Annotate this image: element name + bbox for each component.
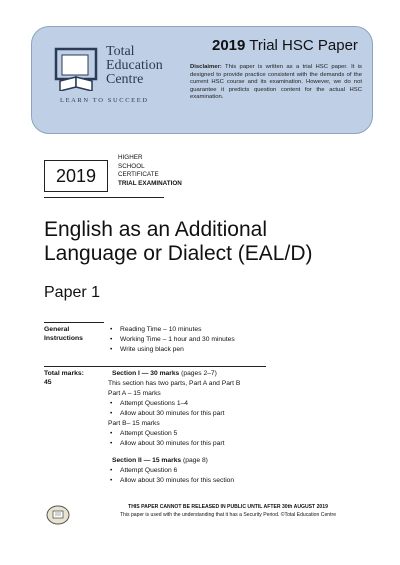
spacer <box>108 449 368 456</box>
header-divider <box>44 197 164 198</box>
total-marks-value: 45 <box>44 379 52 386</box>
logo-name-line: Centre <box>106 72 144 87</box>
section-one-pages: (pages 2–7) <box>179 370 217 377</box>
section-two-heading <box>108 456 368 466</box>
logo-name <box>106 45 196 87</box>
hsc-line: CERTIFICATE <box>118 171 159 179</box>
paper-title-text: Trial HSC Paper <box>249 37 358 54</box>
disclaimer-label: Disclaimer: <box>190 64 222 70</box>
section-two-pages: (page 8) <box>181 457 208 464</box>
exam-year-box: 2019 <box>44 160 108 192</box>
part-b-heading: Part B– 15 marks <box>108 420 160 427</box>
general-instructions-label <box>44 325 83 343</box>
paper-title-year: 2019 <box>212 37 246 54</box>
release-notice <box>78 503 378 519</box>
total-marks-line: Total marks: <box>44 370 84 377</box>
subject-title-line: English as an Additional <box>44 218 267 241</box>
security-seal-icon <box>46 505 70 525</box>
hsc-line: HIGHER <box>118 154 143 161</box>
section-one-title: Section I — 30 marks <box>112 370 180 377</box>
section-two-item: • Attempt Question 6 <box>108 466 368 476</box>
section-two-item: • Allow about 30 minutes for this section <box>108 476 368 486</box>
hsc-line: TRIAL EXAMINATION <box>118 179 182 187</box>
paper-number: Paper 1 <box>44 284 101 301</box>
hsc-line: SCHOOL <box>118 162 145 170</box>
total-marks-label <box>44 369 84 387</box>
general-instructions-list <box>108 325 368 355</box>
general-label-rule <box>44 322 104 323</box>
general-label-line: Instructions <box>44 335 83 342</box>
security-notice-line: This paper is used with the understanding that it has a Security Period. ©Total Education Centre <box>119 512 337 518</box>
open-book-monitor-icon <box>54 47 102 91</box>
logo-tagline: LEARN TO SUCCEED <box>60 97 149 104</box>
general-label-line: General <box>44 326 70 333</box>
paper-title <box>212 37 358 54</box>
part-a-item: • Allow about 30 minutes for this part <box>108 409 368 419</box>
section-one-heading <box>108 369 368 379</box>
part-a-item: • Attempt Questions 1–4 <box>108 399 368 409</box>
total-education-centre-logo <box>54 44 194 117</box>
release-notice-line: THIS PAPER CANNOT BE RELEASED IN PUBLIC UNTIL AFTER 30th AUGUST 2019 <box>128 504 328 510</box>
part-b-item: • Attempt Question 5 <box>108 429 368 439</box>
instruction-item: • Write using black pen <box>108 345 368 355</box>
section-one-description: This section has two parts, Part A and Part B <box>108 380 241 387</box>
section-two-title: Section II — 15 marks <box>112 457 182 464</box>
header-banner <box>31 26 373 134</box>
part-a-heading: Part A – 15 marks <box>108 390 161 397</box>
subject-title-line: Language or Dialect (EAL/D) <box>44 242 313 265</box>
instruction-item: • Reading Time – 10 minutes <box>108 325 368 335</box>
marks-breakdown <box>108 369 368 486</box>
marks-section-rule <box>44 366 266 367</box>
instruction-item: • Working Time – 1 hour and 30 minutes <box>108 335 368 345</box>
subject-title <box>44 218 364 266</box>
logo-name-line: Education <box>106 58 163 73</box>
disclaimer <box>190 64 362 102</box>
logo-name-line: Total <box>106 44 135 59</box>
part-b-item: • Allow about 30 minutes for this part <box>108 439 368 449</box>
disclaimer-text: This paper is written as a trial HSC paper. It is designed to provide practice consistent with the demands of the current HSC course and its examination. However, we do not guarantee it predicts question content for the actual HSC examination. <box>190 64 362 101</box>
hsc-label <box>118 154 182 188</box>
